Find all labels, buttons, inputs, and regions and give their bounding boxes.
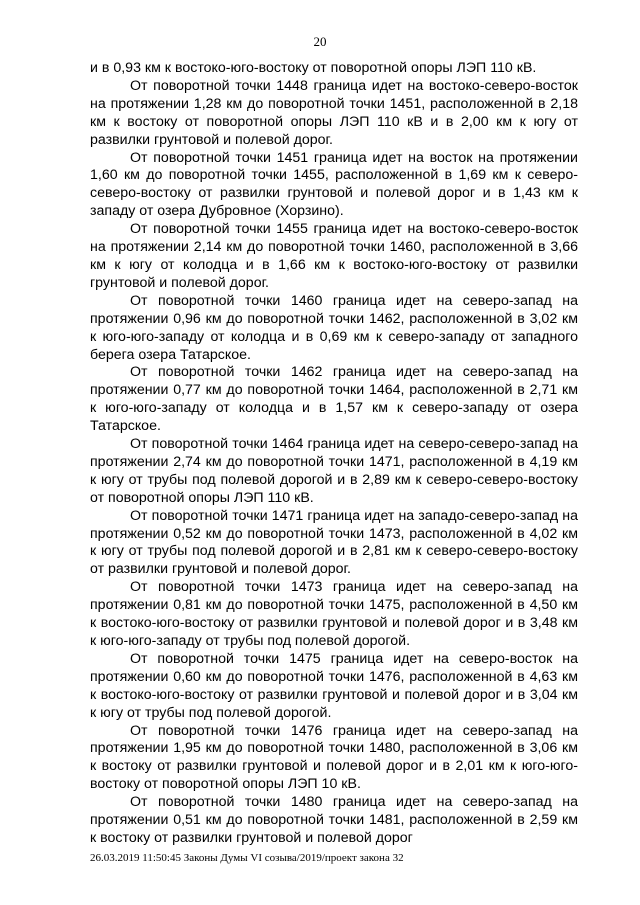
paragraph: От поворотной точки 1471 граница идет на западо-северо-запад на протяжении 0,52 км до поворотной точки 1473, расположенной в 4,02 км к югу от трубы под полевой дорогой и в 2,81 км к северо-северо-востоку от развилки грунтовой и полевой дорог. xyxy=(90,507,578,578)
paragraph: От поворотной точки 1475 граница идет на северо-восток на протяжении 0,60 км до поворотной точки 1476, расположенной в 4,63 км к востоко-юго-востоку от развилки грунтовой и полевой дорог и в 3,04 км к югу от трубы под полевой дорогой. xyxy=(90,650,578,721)
document-footer: 26.03.2019 11:50:45 Законы Думы VI созыва/2019/проект закона 32 xyxy=(90,852,404,864)
paragraph: От поворотной точки 1462 граница идет на северо-запад на протяжении 0,77 км до поворотной точки 1464, расположенной в 2,71 км к юго-юго-западу от колодца и в 1,57 км к северо-западу от озера Татарское. xyxy=(90,364,578,435)
paragraph: От поворотной точки 1476 граница идет на северо-запад на протяжении 1,95 км до поворотной точки 1480, расположенной в 3,06 км к востоку от развилки грунтовой и полевой дорог и в 2,01 км к юго-юго-востоку от поворотной опоры ЛЭП 10 кВ. xyxy=(90,722,578,793)
paragraph: От поворотной точки 1448 граница идет на востоко-северо-восток на протяжении 1,28 км до поворотной точки 1451, расположенной в 2,18 км к востоку от поворотной опоры ЛЭП 110 кВ и в 2,00 км к югу от развилки грунтовой и полевой дорог. xyxy=(90,77,578,148)
paragraph-continuation: и в 0,93 км к востоко-юго-востоку от поворотной опоры ЛЭП 110 кВ. xyxy=(90,60,537,76)
paragraph: От поворотной точки 1464 граница идет на северо-северо-запад на протяжении 2,74 км до поворотной точки 1471, расположенной в 4,19 км к югу от трубы под полевой дорогой и в 2,89 км к северо-северо-востоку от поворотной опоры ЛЭП 110 кВ. xyxy=(90,436,578,506)
paragraph: От поворотной точки 1451 граница идет на восток на протяжении 1,60 км до поворотной точки 1455, расположенной в 1,69 км к северо-северо-востоку от развилки грунтовой и полевой дорог и в 1,43 км к западу от озера Дубровное (Хорзино). xyxy=(90,149,578,220)
page-number: 20 xyxy=(313,34,327,49)
paragraph: От поворотной точки 1480 граница идет на северо-запад на протяжении 0,51 км до поворотной точки 1481, расположенной в 2,59 км к востоку от развилки грунтовой и полевой дорог xyxy=(90,794,578,846)
paragraph: От поворотной точки 1460 граница идет на северо-запад на протяжении 0,96 км до поворотной точки 1462, расположенной в 3,02 км к юго-юго-западу от колодца и в 0,69 км к северо-западу от западного берега озера Татарское. xyxy=(90,292,578,363)
paragraph: От поворотной точки 1473 граница идет на северо-запад на протяжении 0,81 км до поворотной точки 1475, расположенной в 4,50 км к востоко-юго-востоку от развилки грунтовой и полевой дорог и в 3,48 км к юго-юго-западу от трубы под полевой дорогой. xyxy=(90,579,578,649)
paragraph: От поворотной точки 1455 граница идет на востоко-северо-восток на протяжении 2,14 км до поворотной точки 1460, расположенной в 3,66 км к югу от колодца и в 1,66 км к востоко-юго-востоку от развилки грунтовой и полевой дорог. xyxy=(90,221,578,291)
document-body xyxy=(90,60,578,848)
